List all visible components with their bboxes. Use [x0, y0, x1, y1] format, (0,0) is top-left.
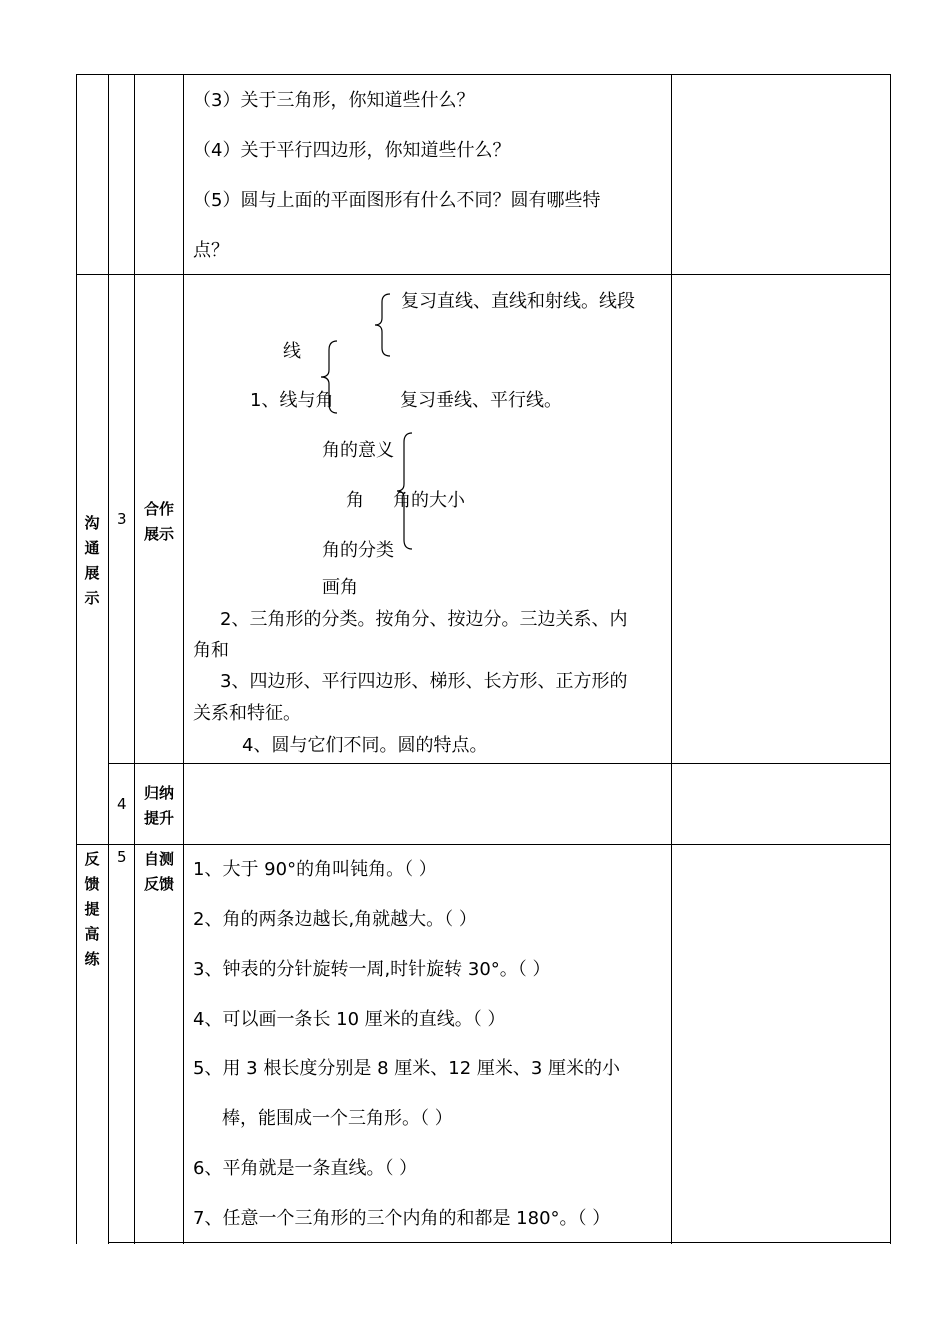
mindmap-perp-review: 复习垂线、平行线。	[400, 390, 562, 411]
stage-label-communicate: 沟 通 展 示	[84, 514, 100, 607]
item-3-line-1: 3、四边形、平行四边形、梯形、长方形、正方形的	[220, 671, 628, 692]
quiz-question-3: 3、钟表的分针旋转一周,时针旋转 30°。（ ）	[193, 959, 551, 980]
row-divider-2	[108, 763, 891, 764]
question-5-line-2: 点？	[193, 240, 229, 261]
quiz-question-7: 7、任意一个三角形的三个内角的和都是 180°。（ ）	[193, 1208, 611, 1229]
quiz-question-5-line-1: 5、用 3 根长度分别是 8 厘米、12 厘米、3 厘米的小	[193, 1058, 621, 1079]
brace-line-root	[320, 340, 340, 414]
step-number-5: 5	[117, 848, 127, 866]
col-border-right	[890, 74, 891, 1244]
mindmap-angle-root: 角	[346, 490, 364, 511]
quiz-question-2: 2、角的两条边越长,角就越大。（ ）	[193, 909, 477, 930]
quiz-question-4: 4、可以画一条长 10 厘米的直线。（ ）	[193, 1009, 506, 1030]
col-border-stage	[108, 74, 109, 1244]
question-3: （3）关于三角形，你知道些什么？	[193, 90, 475, 111]
mindmap-angle-meaning: 角的意义	[322, 440, 394, 461]
mindmap-angle-draw: 画角	[322, 577, 358, 598]
row-divider-1	[76, 274, 891, 275]
col-border-content	[671, 74, 672, 1244]
activity-label-self-test: 自测 反馈	[144, 850, 175, 893]
item-2-line-1: 2、三角形的分类。按角分、按边分。三边关系、内	[220, 609, 628, 630]
item-4: 4、圆与它们不同。圆的特点。	[242, 735, 488, 756]
col-border-num	[134, 74, 135, 1244]
table-bottom-border	[108, 1242, 891, 1243]
row-divider-3	[76, 844, 891, 845]
question-5-line-1: （5）圆与上面的平面图形有什么不同？圆有哪些特	[193, 190, 601, 211]
col-border-activity	[183, 74, 184, 1244]
col-border-left	[76, 74, 77, 1244]
brace-angle	[396, 432, 416, 550]
item-2-line-2: 角和	[193, 640, 229, 661]
question-4: （4）关于平行四边形，你知道些什么？	[193, 140, 511, 161]
brace-line-upper	[374, 293, 394, 357]
table-top-border	[76, 74, 891, 75]
mindmap-angle-size: 角的大小	[393, 490, 465, 511]
mindmap-angle-class: 角的分类	[322, 540, 394, 561]
quiz-question-1: 1、大于 90°的角叫钝角。（ ）	[193, 859, 437, 880]
step-number-4: 4	[117, 795, 127, 813]
step-number-3: 3	[117, 510, 127, 528]
quiz-question-6: 6、平角就是一条直线。（ ）	[193, 1158, 418, 1179]
mindmap-line-review: 复习直线、直线和射线。线段	[401, 291, 635, 312]
mindmap-item-1: 1、线与角	[250, 390, 334, 411]
item-3-line-2: 关系和特征。	[193, 703, 301, 724]
mindmap-line-root: 线	[283, 341, 301, 362]
activity-label-summarize: 归纳 提升	[144, 784, 175, 827]
stage-label-feedback: 反 馈 提 高 练	[84, 850, 100, 968]
quiz-question-5-line-2: 棒，能围成一个三角形。（ ）	[222, 1108, 453, 1129]
activity-label-cooperate: 合作 展示	[144, 500, 175, 543]
